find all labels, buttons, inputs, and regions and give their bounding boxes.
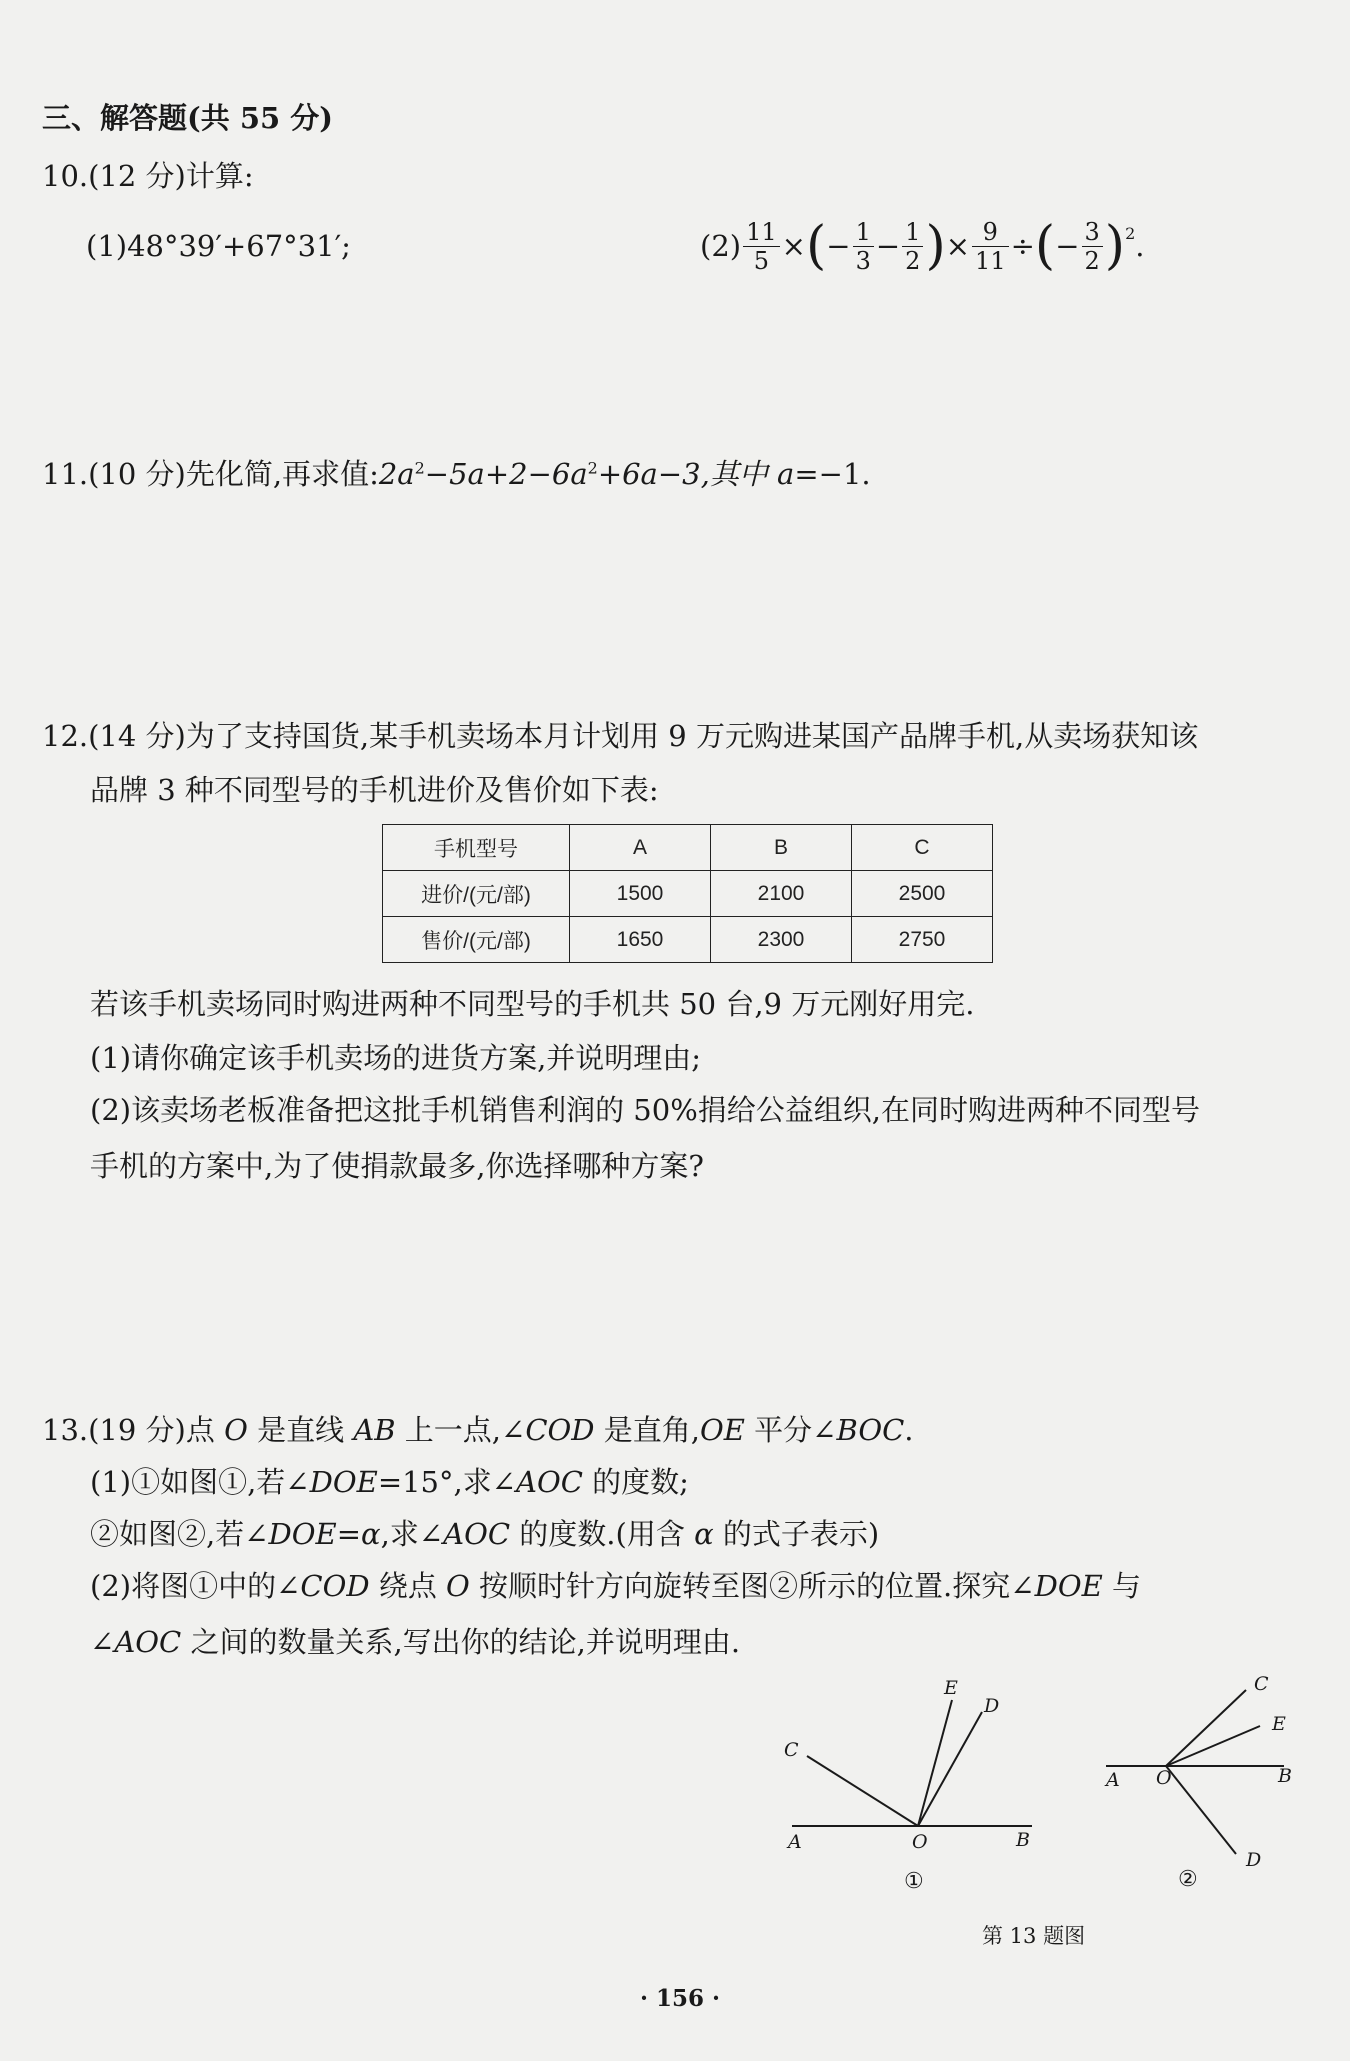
- text: 的度数;: [582, 1465, 689, 1499]
- label-b: B: [1278, 1765, 1292, 1787]
- text: 是直角,: [594, 1413, 700, 1447]
- q11-term: 2a: [378, 457, 415, 491]
- text: =: [336, 1517, 362, 1551]
- q11-value: =−1.: [794, 457, 871, 491]
- table-cell: 2100: [711, 871, 852, 917]
- figure-1: [770, 1670, 1050, 1900]
- table-row: [383, 917, 993, 963]
- fraction-1-3: [853, 218, 874, 275]
- text: 上一点,∠: [395, 1413, 526, 1447]
- frac-num: 3: [1082, 218, 1103, 247]
- q11-term: +6a−3,其中: [597, 457, 778, 491]
- q10-part2-expression: [700, 208, 1145, 284]
- right-paren: ): [925, 216, 946, 276]
- exponent: 2: [587, 458, 598, 478]
- frac-num: 1: [902, 218, 923, 247]
- frac-den: 2: [1084, 246, 1100, 275]
- table-cell: 2500: [852, 871, 993, 917]
- q12-line6: 手机的方案中,为了使捐款最多,你选择哪种方案?: [90, 1149, 704, 1183]
- label-d: D: [1246, 1849, 1262, 1871]
- q11-var: a: [777, 457, 795, 491]
- fraction-3-2: [1082, 218, 1103, 275]
- q13-line4: [90, 1568, 1141, 1604]
- period: .: [1135, 229, 1145, 263]
- page-number: · 156 ·: [640, 1985, 721, 2012]
- exponent: 2: [1125, 224, 1136, 243]
- fraction-9-11: [972, 218, 1009, 275]
- right-paren: ): [1104, 216, 1126, 276]
- q12-line5: (2)该卖场老板准备把这批手机销售利润的 50%捐给公益组织,在同时购进两种不同型号: [90, 1093, 1200, 1127]
- text: 的式子表示): [713, 1517, 880, 1551]
- price-table: [382, 824, 993, 963]
- table-cell: 2750: [852, 917, 993, 963]
- table-header-cell: C: [852, 825, 993, 871]
- figure-2: [1090, 1660, 1330, 1900]
- frac-den: 5: [753, 246, 769, 275]
- text: =15°,求∠: [377, 1465, 517, 1499]
- q10-lead: 10.(12 分)计算:: [42, 159, 254, 193]
- var: BOC: [836, 1413, 905, 1447]
- ray-oc: [807, 1756, 918, 1826]
- ray-oe: [1166, 1726, 1260, 1766]
- label-a: A: [1106, 1769, 1120, 1791]
- var: AOC: [114, 1625, 182, 1659]
- var: COD: [525, 1413, 595, 1447]
- fraction-11-5: [743, 218, 780, 275]
- ray-od: [918, 1712, 982, 1826]
- text: 绕点: [369, 1569, 447, 1603]
- table-header-cell: B: [711, 825, 852, 871]
- table-row: [383, 825, 993, 871]
- frac-num: 9: [972, 218, 1009, 247]
- minus-sign: −: [1055, 229, 1080, 263]
- table-header-cell: A: [570, 825, 711, 871]
- minus-sign: −: [875, 229, 901, 263]
- q12-line3: 若该手机卖场同时购进两种不同型号的手机共 50 台,9 万元刚好用完.: [90, 987, 975, 1021]
- q11-line: [42, 456, 871, 492]
- frac-den: 2: [905, 246, 921, 275]
- var: AOC: [516, 1465, 583, 1499]
- text: 之间的数量关系,写出你的结论,并说明理由.: [181, 1625, 741, 1659]
- var: DOE: [1034, 1569, 1103, 1603]
- table-cell: 售价/(元/部): [383, 917, 570, 963]
- text: 的度数.(用含: [510, 1517, 695, 1551]
- q12-line4: (1)请你确定该手机卖场的进货方案,并说明理由;: [90, 1041, 702, 1075]
- table-row: [383, 871, 993, 917]
- divide-sign: ÷: [1010, 229, 1035, 263]
- var: O: [446, 1569, 470, 1603]
- text: ∠: [90, 1625, 115, 1659]
- text: 与: [1102, 1569, 1141, 1603]
- figure-1-number: ①: [904, 1869, 924, 1894]
- q11-term: −5a+2−6a: [424, 457, 588, 491]
- frac-den: 11: [975, 246, 1006, 275]
- fraction-1-2: [902, 218, 923, 275]
- q11-lead: 11.(10 分)先化简,再求值:: [42, 457, 379, 491]
- q13-line2: [90, 1464, 689, 1500]
- label-b: B: [1016, 1829, 1030, 1851]
- var: α: [361, 1517, 381, 1551]
- text: (1)①如图①,若∠: [90, 1465, 310, 1499]
- figure-caption: 第 13 题图: [982, 1924, 1086, 1948]
- label-o: O: [1156, 1767, 1172, 1789]
- label-c: C: [1254, 1673, 1269, 1695]
- left-paren: (: [1034, 216, 1056, 276]
- table-cell: 1500: [570, 871, 711, 917]
- left-paren: (: [805, 216, 827, 276]
- var: O: [224, 1413, 248, 1447]
- var: α: [694, 1517, 714, 1551]
- table-header-cell: 手机型号: [383, 825, 570, 871]
- times-sign: ×: [781, 229, 806, 263]
- label-o: O: [912, 1831, 928, 1853]
- section-header: 三、解答题(共 55 分): [42, 101, 333, 135]
- table-cell: 2300: [711, 917, 852, 963]
- text: 13.(19 分)点: [42, 1413, 225, 1447]
- var: DOE: [268, 1517, 337, 1551]
- ray-od: [1166, 1766, 1236, 1854]
- label-e: E: [944, 1677, 958, 1699]
- var: AOC: [443, 1517, 511, 1551]
- text: ,求∠: [380, 1517, 444, 1551]
- q13-line1: [42, 1412, 914, 1448]
- exponent: 2: [414, 458, 425, 478]
- figure-2-number: ②: [1178, 1867, 1198, 1892]
- times-sign: ×: [945, 229, 971, 263]
- q12-line2: 品牌 3 种不同型号的手机进价及售价如下表:: [90, 773, 659, 807]
- q12-line1: 12.(14 分)为了支持国货,某手机卖场本月计划用 9 万元购进某国产品牌手机,从卖场获知该: [42, 719, 1199, 753]
- var: AB: [353, 1413, 396, 1447]
- label-c: C: [784, 1739, 799, 1761]
- text: 是直线: [247, 1413, 354, 1447]
- text: 平分∠: [744, 1413, 837, 1447]
- label-e: E: [1272, 1713, 1286, 1735]
- text: ②如图②,若∠: [90, 1517, 269, 1551]
- label-a: A: [788, 1831, 802, 1853]
- frac-num: 11: [743, 218, 780, 247]
- text: .: [904, 1413, 914, 1447]
- text: 按顺时针方向旋转至图②所示的位置.探究∠: [469, 1569, 1035, 1603]
- frac-num: 1: [853, 218, 874, 247]
- frac-den: 3: [855, 246, 871, 275]
- q10-part1: (1)48°39′+67°31′;: [86, 229, 351, 263]
- label-d: D: [984, 1695, 1000, 1717]
- minus-sign: −: [826, 229, 851, 263]
- q13-line3: [90, 1516, 879, 1552]
- q10-part2-label: (2): [700, 229, 742, 263]
- var: OE: [699, 1413, 745, 1447]
- ray-oe: [918, 1700, 952, 1826]
- q13-line5: [90, 1624, 740, 1660]
- var: DOE: [309, 1465, 378, 1499]
- var: COD: [300, 1569, 370, 1603]
- ray-oc: [1166, 1690, 1246, 1766]
- table-cell: 1650: [570, 917, 711, 963]
- table-cell: 进价/(元/部): [383, 871, 570, 917]
- text: (2)将图①中的∠: [90, 1569, 301, 1603]
